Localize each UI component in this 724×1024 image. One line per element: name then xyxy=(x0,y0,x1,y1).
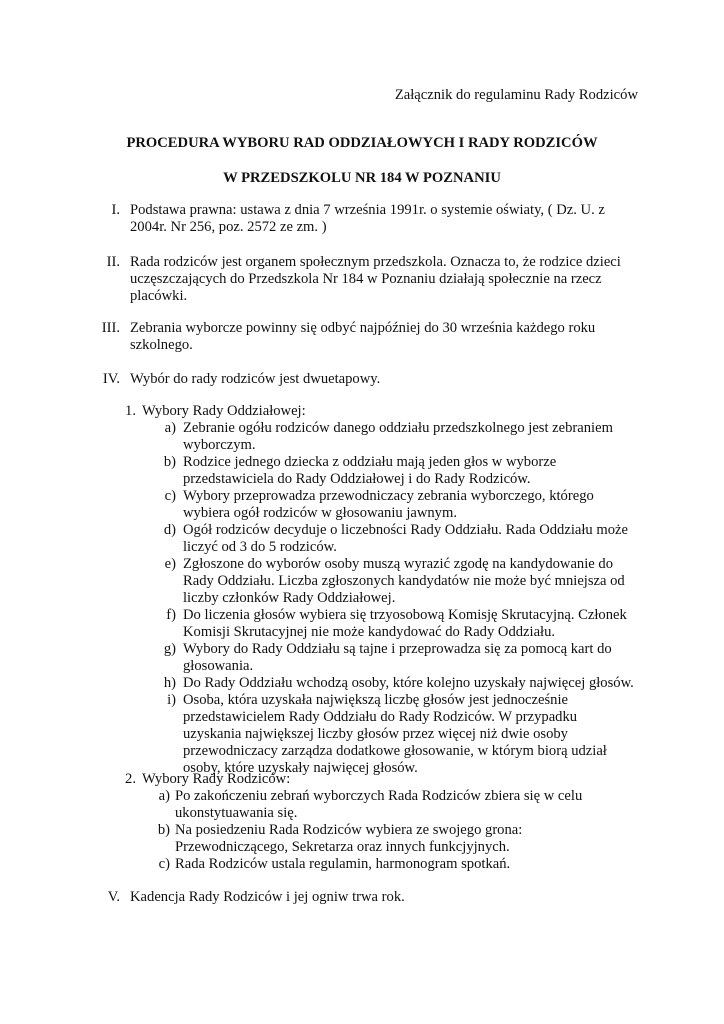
section-numeral: IV. xyxy=(102,371,120,387)
section-numeral: III. xyxy=(101,320,120,336)
document-subtitle: W PRZEDSZKOLU NR 184 W POZNANIU xyxy=(223,170,501,186)
section-text: Wybór do rady rodziców jest dwuetapowy. xyxy=(130,371,381,387)
document-title: PROCEDURA WYBORU RAD ODDZIAŁOWYCH I RADY RODZICÓW xyxy=(126,135,598,151)
section-numeral: II. xyxy=(106,254,120,270)
list-item: a) Zebranie ogółu rodziców danego oddziału przedszkolnego jest zebraniem wyborczym. xyxy=(164,420,613,453)
section-text: Podstawa prawna: ustawa z dnia 7 września 1991r. o systemie oświaty, ( Dz. U. z 2004r. Nr 256, poz. 2572 ze zm. ) xyxy=(130,202,605,235)
list-item: g) Wybory do Rady Oddziału są tajne i przeprowadza się za pomocą kart do głosowania. xyxy=(163,641,612,674)
subsection-number: 2. xyxy=(125,771,136,787)
list-item: c) Wybory przeprowadza przewodniczacy zebrania wyborczego, którego wybiera ogół rodziców w głosowaniu jawnym. xyxy=(164,488,594,521)
list-item: c) Rada Rodziców ustala regulamin, harmonogram spotkań. xyxy=(158,856,511,872)
section-numeral: I. xyxy=(111,202,120,218)
subsection-label: Wybory Rady Oddziałowej: xyxy=(142,403,306,419)
section-text: Zebrania wyborcze powinny się odbyć najpóźniej do 30 września każdego roku szkolnego. xyxy=(130,320,596,353)
section-text: Kadencja Rady Rodziców i jej ogniw trwa rok. xyxy=(130,889,405,905)
list-item: h) Do Rady Oddziału wchodzą osoby, które kolejno uzyskały najwięcej głosów. xyxy=(163,675,634,691)
list-item: d) Ogół rodziców decyduje o liczebności Rady Oddziału. Rada Oddziału może liczyć od 3 do 5 rodziców. xyxy=(163,522,628,555)
attachment-note: Załącznik do regulaminu Rady Rodziców xyxy=(394,87,638,103)
subsection-2-items xyxy=(0,788,724,873)
list-item: i) Osoba, która uzyskała największą liczbę głosów jest jednocześnie przedstawicielem Rady Oddziału do Rady Rodziców. W przypadku uzyskania największej liczby głosów przez więcej niż dwie osoby przewodniczacy zarządza dodatkowe głosowanie, w którym biorą udział osoby, które uzyskały najwięcej głosów. xyxy=(167,692,607,776)
subsection-label: Wybory Rady Rodziców: xyxy=(142,771,291,787)
section-numeral: V. xyxy=(107,889,120,905)
list-item: f) Do liczenia głosów wybiera się trzyosobową Komisję Skrutacyjną. Członek Komisji Skrutacyjnej nie może kandydować do Rady Oddziału. xyxy=(166,607,627,640)
list-item: e) Zgłoszone do wyborów osoby muszą wyrazić zgodę na kandydowanie do Rady Oddziału. Liczba zgłoszonych kandydatów nie może być mniejsza od liczby członków Rady Oddziałowej. xyxy=(164,556,625,606)
subsection-number: 1. xyxy=(125,403,136,419)
list-item: a) Po zakończeniu zebrań wyborczych Rada Rodziców zbiera się w celu ukonstytuawania się. xyxy=(158,788,583,821)
subsection-1-items xyxy=(0,420,724,777)
list-item: b) Rodzice jednego dziecka z oddziału mają jeden głos w wyborze przedstawiciela do Rady Oddziałowej i do Rady Rodziców. xyxy=(163,454,557,487)
section-text: Rada rodziców jest organem społecznym przedszkola. Oznacza to, że rodzice dzieci uczęszczających do Przedszkola Nr 184 w Poznaniu działają społecznie na rzecz placówki. xyxy=(130,254,621,304)
list-item: b) Na posiedzeniu Rada Rodziców wybiera ze swojego grona: Przewodniczącego, Sekretarza oraz innych funkcjyjnych. xyxy=(157,822,523,855)
